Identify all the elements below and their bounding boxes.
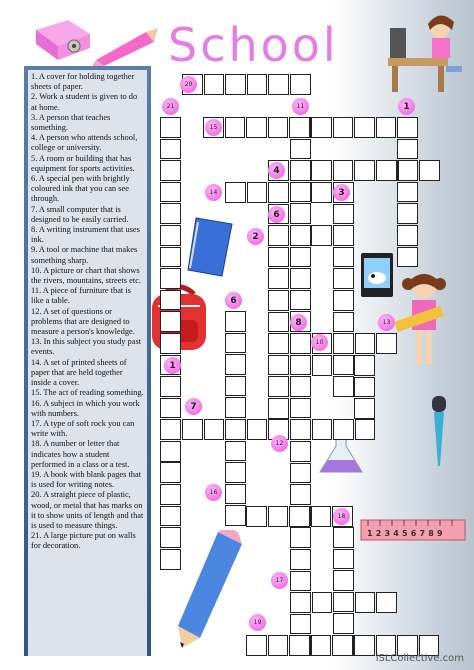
grid-cell[interactable] [419,160,440,181]
grid-cell[interactable] [312,355,333,376]
clue-number-bubble: 8 [290,314,307,331]
grid-cell[interactable] [160,139,181,160]
grid-cell[interactable] [333,527,354,548]
grid-cell[interactable] [311,117,332,138]
grid-cell[interactable] [246,117,267,138]
grid-cell[interactable] [333,268,354,289]
grid-cell[interactable] [225,505,246,526]
clue-number-bubble: 19 [249,614,266,631]
grid-cell[interactable] [204,74,225,95]
grid-cell[interactable] [246,635,267,656]
pink-pencil-icon [92,26,160,66]
notebook-icon [186,216,234,278]
grid-cell[interactable] [290,290,311,311]
clue-number-bubble: 4 [268,162,285,179]
grid-cell[interactable] [268,182,289,203]
grid-cell[interactable] [333,549,354,570]
grid-cell[interactable] [333,290,354,311]
grid-cell[interactable] [160,484,181,505]
grid-cell[interactable] [268,355,289,376]
grid-cell[interactable] [268,117,289,138]
grid-cell[interactable] [333,355,354,376]
clue-number-bubble: 11 [292,98,309,115]
grid-cell[interactable] [333,225,354,246]
grid-cell[interactable] [160,247,181,268]
grid-cell[interactable] [247,182,268,203]
grid-cell[interactable] [225,484,246,505]
clue-12: 12. A set of questions or problems that are designed to measure a person's knowledge. [31,306,135,337]
grid-cell[interactable] [312,419,333,440]
grid-cell[interactable] [290,225,311,246]
clue-14: 14. A set of printed sheets of paper that are held together inside a cover. [31,357,127,388]
clue-11: 11. A piece of furniture that is like a table. [31,286,131,306]
grid-cell[interactable] [268,312,289,333]
clue-20: 20. A straight piece of plastic, wood, or metal that has marks on it to show units of length and that is used to measure things. [31,490,144,530]
clues-list [28,70,147,656]
grid-cell[interactable] [376,160,397,181]
grid-cell[interactable] [268,506,289,527]
grid-cell[interactable] [160,333,181,354]
pencil-sharpener-icon [28,12,98,62]
grid-cell[interactable] [398,160,419,181]
grid-cell[interactable] [290,419,311,440]
grid-cell[interactable] [225,419,246,440]
grid-cell[interactable] [355,419,376,440]
grid-cell[interactable] [355,333,376,354]
grid-cell[interactable] [290,527,311,548]
grid-cell[interactable] [204,419,225,440]
grid-cell[interactable] [333,570,354,591]
grid-cell[interactable] [376,333,397,354]
footer-credit: iSLCollective.com [375,653,464,664]
grid-cell[interactable] [160,506,181,527]
grid-cell[interactable] [376,117,397,138]
grid-cell[interactable] [333,333,354,354]
grid-cell[interactable] [311,182,332,203]
clue-4: 4. A person who attends school, college or university. [31,133,138,153]
grid-cell[interactable] [290,398,311,419]
girl-at-computer-icon [382,4,470,96]
grid-cell[interactable] [354,160,375,181]
grid-cell[interactable] [354,355,375,376]
grid-cell[interactable] [290,203,311,224]
grid-cell[interactable] [333,419,354,440]
clue-3: 3. A person that teaches something. [31,112,111,133]
clue-number-bubble: 20 [180,76,197,93]
grid-cell[interactable] [247,74,268,95]
grid-cell[interactable] [225,354,246,375]
grid-cell[interactable] [289,635,310,656]
grid-cell[interactable] [290,355,311,376]
grid-cell[interactable] [290,160,311,181]
grid-cell[interactable] [225,441,246,462]
clue-1: 1. A cover for holding together sheets of paper. [31,72,135,92]
grid-cell[interactable] [160,398,181,419]
grid-cell[interactable] [160,117,181,138]
grid-cell[interactable] [290,333,311,354]
grid-cell[interactable] [397,139,418,160]
clue-6: 6. A special pen with brightly coloured ink that you can see through. [31,174,130,204]
grid-cell[interactable] [397,182,418,203]
grid-cell[interactable] [268,635,289,656]
clue-5: 5. A room or building that has equipment for sports activities. [31,153,135,173]
dropper-icon [418,394,458,470]
clue-15: 15. The act of reading something. [31,388,144,398]
grid-cell[interactable] [354,398,375,419]
grid-cell[interactable] [332,635,353,656]
grid-cell[interactable] [160,203,181,224]
grid-cell[interactable] [311,160,332,181]
clue-number-bubble: 17 [271,572,288,589]
clue-18: 18. A number or letter that indicates how a student performed in a class or a test. [31,439,130,469]
page-title: School [168,18,339,72]
clue-number-bubble: 16 [205,484,222,501]
grid-cell[interactable] [225,462,246,483]
grid-cell[interactable] [225,311,246,332]
grid-cell[interactable] [225,397,246,418]
grid-cell[interactable] [160,419,181,440]
grid-cell[interactable] [268,225,289,246]
clue-2: 2. Work a student is given to do at home. [31,92,138,112]
grid-cell[interactable] [160,441,181,462]
grid-cell[interactable] [160,311,181,332]
grid-cell[interactable] [225,376,246,397]
grid-cell[interactable] [247,419,268,440]
grid-cell[interactable] [290,247,311,268]
ruler-digits: 1 2 3 4 5 6 7 8 9 [367,529,443,538]
grid-cell[interactable] [290,139,311,160]
grid-cell[interactable] [160,376,181,397]
girl-with-pencil-icon [394,270,450,374]
grid-cell[interactable] [225,182,246,203]
clue-number-bubble: 13 [378,314,395,331]
grid-cell[interactable] [354,377,375,398]
clue-16: 16. A subject in which you work with numbers. [31,398,140,418]
clue-number-bubble: 3 [333,184,350,201]
grid-cell[interactable] [268,333,289,354]
clue-19: 19. A book with blank pages that is used for writing notes. [31,469,142,490]
grid-cell[interactable] [160,527,181,548]
clue-10: 10. A picture or chart that shows the rivers, mountains, streets etc. [31,265,142,286]
clue-number-bubble: 2 [247,228,264,245]
grid-cell[interactable] [333,160,354,181]
grid-cell[interactable] [289,117,310,138]
grid-cell[interactable] [397,203,418,224]
grid-cell[interactable] [160,225,181,246]
clue-number-bubble: 21 [162,98,179,115]
grid-cell[interactable] [290,571,311,592]
grid-cell[interactable] [354,635,375,656]
clue-number-bubble: 14 [205,184,222,201]
grid-cell[interactable] [160,462,181,483]
clue-8: 8. A writing instrument that uses ink. [31,225,140,245]
grid-cell[interactable] [333,204,354,225]
grid-cell[interactable] [160,268,181,289]
clue-number-bubble: 6 [225,292,242,309]
clue-number-bubble: 18 [333,508,350,525]
clue-number-bubble: 7 [185,398,202,415]
grid-cell[interactable] [333,376,354,397]
clue-number-bubble: 1 [164,357,181,374]
grid-cell[interactable] [290,268,311,289]
grid-cell[interactable] [268,268,289,289]
grid-cell[interactable] [333,247,354,268]
grid-cell[interactable] [160,549,181,570]
clue-number-bubble: 1 [398,98,415,115]
grid-cell[interactable] [182,419,203,440]
grid-cell[interactable] [225,333,246,354]
grid-cell[interactable] [289,506,310,527]
grid-cell[interactable] [290,74,311,95]
grid-cell[interactable] [397,247,418,268]
clue-13: 13. In this subject you study past events. [31,337,142,357]
grid-cell[interactable] [355,592,376,613]
grid-cell[interactable] [268,398,289,419]
clue-9: 9. A tool or machine that makes something sharp. [31,245,138,265]
clue-number-bubble: 10 [311,334,328,351]
clue-number-bubble: 6 [268,206,285,223]
grid-cell[interactable] [354,117,375,138]
grid-cell[interactable] [290,441,311,462]
clue-number-bubble: 15 [205,119,222,136]
grid-cell[interactable] [268,290,289,311]
grid-cell[interactable] [225,117,246,138]
grid-cell[interactable] [376,592,397,613]
grid-cell[interactable] [312,592,333,613]
grid-cell[interactable] [268,74,289,95]
clue-21: 21. A large picture put on walls for decoration. [31,531,136,551]
grid-cell[interactable] [311,635,332,656]
blue-pencil-icon [174,530,246,650]
grid-cell[interactable] [290,182,311,203]
grid-cell[interactable] [290,592,311,613]
grid-cell[interactable] [246,506,267,527]
grid-cell[interactable] [268,247,289,268]
grid-cell[interactable] [333,592,354,613]
clue-number-bubble: 12 [271,435,288,452]
grid-cell[interactable] [268,376,289,397]
clues-panel [24,66,151,656]
clue-7: 7. A small computer that is designed to be easily carried. [31,204,129,224]
clue-17: 17. A type of soft rock you can write with. [31,418,135,439]
grid-cell[interactable] [160,182,181,203]
grid-cell[interactable] [160,290,181,311]
grid-cell[interactable] [311,506,332,527]
grid-cell[interactable] [333,117,354,138]
cow-picture-icon [360,252,394,298]
grid-cell[interactable] [225,74,246,95]
grid-cell[interactable] [333,312,354,333]
grid-cell[interactable] [160,160,181,181]
grid-cell[interactable] [290,614,311,635]
grid-cell[interactable] [397,117,418,138]
grid-cell[interactable] [290,484,311,505]
grid-cell[interactable] [333,613,354,634]
grid-cell[interactable] [311,225,332,246]
grid-cell[interactable] [290,549,311,570]
grid-cell[interactable] [290,376,311,397]
grid-cell[interactable] [397,225,418,246]
grid-cell[interactable] [290,463,311,484]
